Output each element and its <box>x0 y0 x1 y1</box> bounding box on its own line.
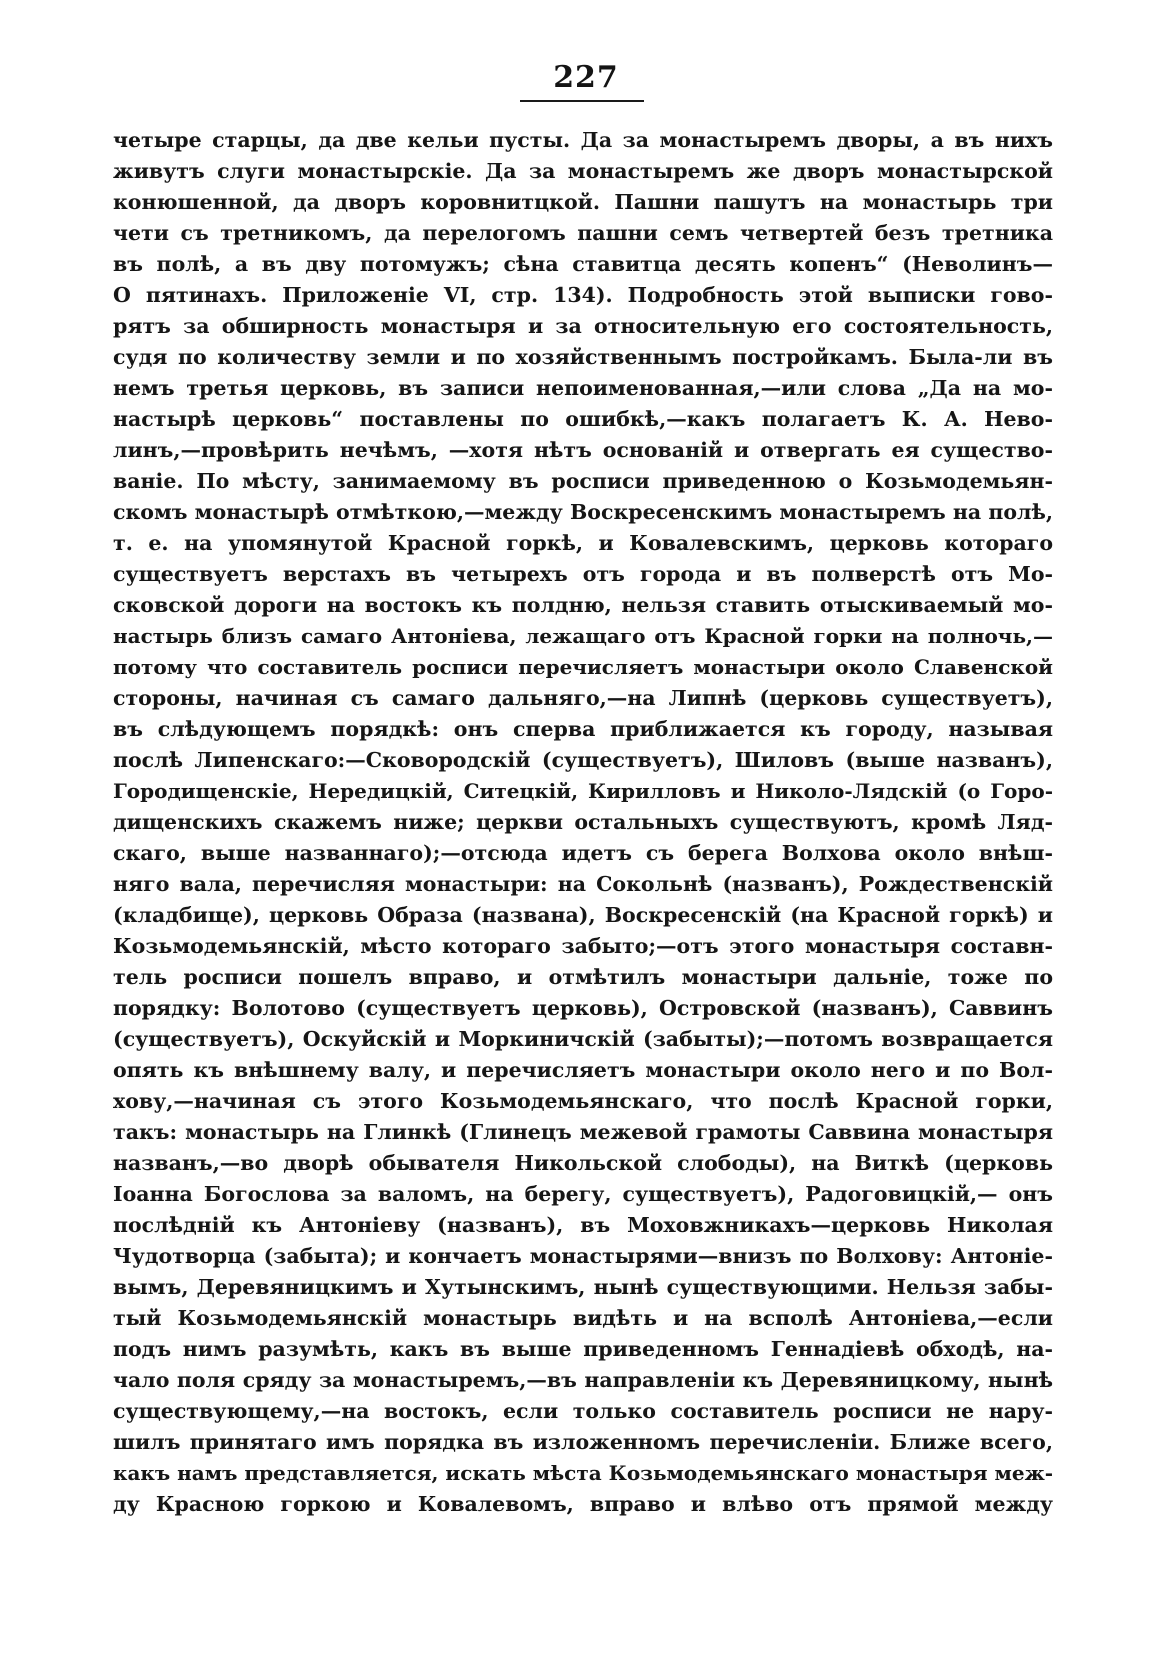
text-line: ду Красною горкою и Ковалевомъ, вправо и влѣво отъ прямой между <box>113 1492 1053 1516</box>
text-line: няго вала, перечисляя монастыри: на Сокольнѣ (названъ), Рождественскій <box>113 872 1053 896</box>
body-text <box>113 125 1053 1520</box>
text-line: рятъ за обширность монастыря и за относительную его состоятельность, <box>113 314 1053 338</box>
text-line: (кладбище), церковь Образа (названа), Воскресенскій (на Красной горкѣ) и <box>113 903 1053 927</box>
text-line: Козьмодемьянскій, мѣсто котораго забыто;—отъ этого монастыря составн- <box>113 934 1053 958</box>
text-line: О пятинахъ. Приложеніе VI, стр. 134). Подробность этой выписки гово- <box>113 283 1053 307</box>
text-line: ваніе. По мѣсту, занимаемому въ росписи приведенною о Козьмодемьян- <box>113 469 1053 493</box>
text-line: послѣдній къ Антоніеву (названъ), въ Моховжникахъ—церковь Николая <box>113 1213 1053 1237</box>
text-line: хову,—начиная съ этого Козьмодемьянскаго, что послѣ Красной горки, <box>113 1089 1053 1113</box>
text-line: тель росписи пошелъ вправо, и отмѣтилъ монастыри дальніе, тоже по <box>113 965 1053 989</box>
text-line: настырѣ церковь“ поставлены по ошибкѣ,—какъ полагаетъ К. А. Нево- <box>113 407 1053 431</box>
text-line: Чудотворца (забыта); и кончаетъ монастырями—внизъ по Волхову: Антоніе- <box>113 1244 1053 1268</box>
text-line: судя по количеству земли и по хозяйственнымъ постройкамъ. Была-ли въ <box>113 345 1053 369</box>
text-line: такъ: монастырь на Глинкѣ (Глинецъ межевой грамоты Саввина монастыря <box>113 1120 1053 1144</box>
text-line: скомъ монастырѣ отмѣткою,—между Воскресенскимъ монастыремъ на полѣ, <box>113 500 1053 524</box>
text-line: шилъ принятаго имъ порядка въ изложенномъ перечисленіи. Ближе всего, <box>113 1430 1053 1454</box>
text-line: подъ нимъ разумѣть, какъ въ выше приведенномъ Геннадіевѣ обходѣ, на- <box>113 1337 1053 1361</box>
text-line: въ слѣдующемъ порядкѣ: онъ сперва приближается къ городу, называя <box>113 717 1053 741</box>
text-line: Іоанна Богослова за валомъ, на берегу, существуетъ), Радоговицкій,— онъ <box>113 1182 1053 1206</box>
text-line: стороны, начиная съ самаго дальняго,—на Липнѣ (церковь существуетъ), <box>113 686 1053 710</box>
text-line: опять къ внѣшнему валу, и перечисляетъ монастыри около него и по Вол- <box>113 1058 1053 1082</box>
text-line: тый Козьмодемьянскій монастырь видѣть и на всполѣ Антоніева,—если <box>113 1306 1053 1330</box>
text-line: линъ,—провѣрить нечѣмъ, —хотя нѣтъ основаній и отвергать ея существо- <box>113 438 1053 462</box>
text-line: живутъ слуги монастырскіе. Да за монастыремъ же дворъ монастырской <box>113 159 1053 183</box>
page-number-underline <box>520 100 644 102</box>
text-line: чети съ третникомъ, да перелогомъ пашни семъ четвертей безъ третника <box>113 221 1053 245</box>
text-line: конюшенной, да дворъ коровнитцкой. Пашни пашутъ на монастырь три <box>113 190 1053 214</box>
text-line: порядку: Волотово (существуетъ церковь), Островской (названъ), Саввинъ <box>113 996 1053 1020</box>
text-line: Городищенскіе, Нередицкій, Ситецкій, Кирилловъ и Николо-Лядскій (о Горо- <box>113 779 1053 803</box>
text-line: четыре старцы, да две кельи пусты. Да за монастыремъ дворы, а въ нихъ <box>113 128 1053 152</box>
text-line: существующему,—на востокъ, если только составитель росписи не нару- <box>113 1399 1053 1423</box>
page-number: 227 <box>553 60 619 95</box>
text-line: дищенскихъ скажемъ ниже; церкви остальныхъ существуютъ, кромѣ Ляд- <box>113 810 1053 834</box>
text-line: названъ,—во дворѣ обывателя Никольской слободы), на Виткѣ (церковь <box>113 1151 1053 1175</box>
text-line: какъ намъ представляется, искать мѣста Козьмодемьянскаго монастыря меж- <box>113 1461 1053 1485</box>
text-line: послѣ Липенскаго:—Сковородскій (существуетъ), Шиловъ (выше названъ), <box>113 748 1053 772</box>
text-line: существуетъ верстахъ въ четырехъ отъ города и въ полверстѣ отъ Мо- <box>113 562 1053 586</box>
text-line: потому что составитель росписи перечисляетъ монастыри около Славенской <box>113 655 1053 679</box>
text-line: чало поля сряду за монастыремъ,—въ направленіи къ Деревяницкому, нынѣ <box>113 1368 1053 1392</box>
text-line: настырь близъ самаго Антоніева, лежащаго отъ Красной горки на полночь,— <box>113 624 1053 648</box>
text-line: скаго, выше названнаго);—отсюда идетъ съ берега Волхова около внѣш- <box>113 841 1053 865</box>
text-line: немъ третья церковь, въ записи непоименованная,—или слова „Да на мо- <box>113 376 1053 400</box>
text-line: (существуетъ), Оскуйскій и Моркиничскій (забыты);—потомъ возвращается <box>113 1027 1053 1051</box>
text-line: т. е. на упомянутой Красной горкѣ, и Ковалевскимъ, церковь котораго <box>113 531 1053 555</box>
text-line: въ полѣ, а въ дву потомужъ; сѣна ставитца десять копенъ“ (Неволинъ— <box>113 252 1053 276</box>
text-line: сковской дороги на востокъ къ полдню, нельзя ставить отыскиваемый мо- <box>113 593 1053 617</box>
text-line: вымъ, Деревяницкимъ и Хутынскимъ, нынѣ существующими. Нельзя забы- <box>113 1275 1053 1299</box>
